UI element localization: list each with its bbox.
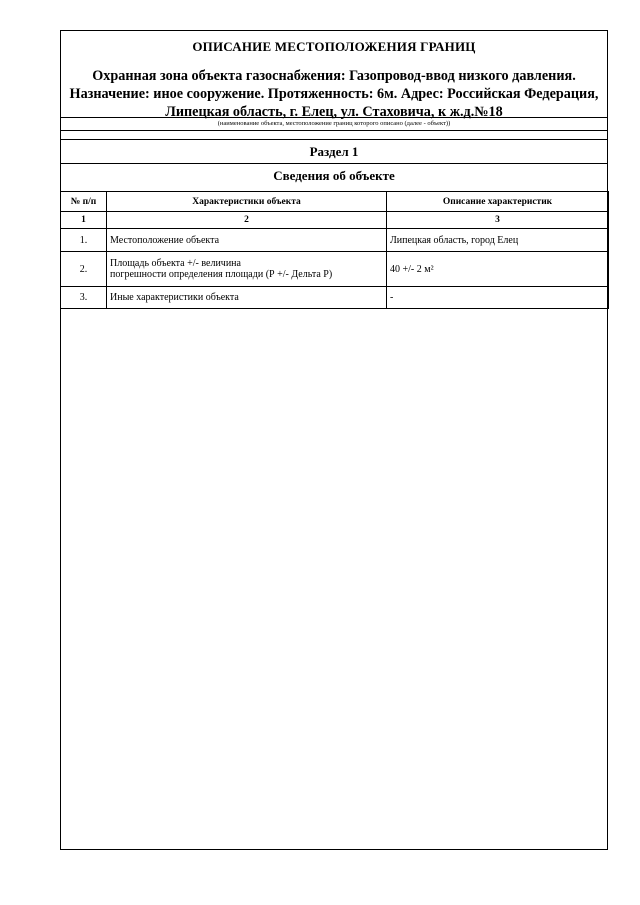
row-characteristic: Местоположение объекта (107, 229, 387, 252)
object-info-table (60, 191, 609, 309)
column-header-characteristic: Характеристики объекта (107, 192, 387, 212)
row-number: 1. (61, 229, 107, 252)
object-description-line: Липецкая область, г. Елец, ул. Стаховича, к ж.д.№18 (165, 104, 503, 120)
section-label: Раздел 1 (309, 144, 359, 159)
table-header-row (61, 192, 609, 212)
document-title: ОПИСАНИЕ МЕСТОПОЛОЖЕНИЯ ГРАНИЦ (192, 39, 476, 54)
table-row (61, 287, 609, 309)
divider (61, 163, 607, 164)
divider (61, 139, 607, 140)
row-characteristic (107, 252, 387, 287)
object-caption-note: (наименование объекта, местоположение границ которого описано (далее - объект)) (217, 120, 451, 127)
divider (61, 117, 607, 118)
row-description: Липецкая область, город Елец (387, 229, 609, 252)
object-description-line: Назначение: иное сооружение. Протяженность: 6м. Адрес: Российская Федерация, (69, 86, 599, 102)
divider (61, 130, 607, 131)
table-row (61, 229, 609, 252)
column-number: 2 (107, 212, 387, 229)
section-title: Сведения об объекте (273, 168, 395, 183)
column-header-number: № п/п (61, 192, 107, 212)
row-number: 2. (61, 252, 107, 287)
object-description (61, 67, 607, 121)
row-characteristic-line: Площадь объекта +/- величина (110, 258, 241, 269)
column-number: 3 (387, 212, 609, 229)
object-description-line: Охранная зона объекта газоснабжения: Газопровод-ввод низкого давления. (92, 68, 576, 84)
row-characteristic-line: погрешности определения площади (Р +/- Дельта Р) (110, 269, 333, 280)
column-number: 1 (61, 212, 107, 229)
row-description: 40 +/- 2 м² (387, 252, 609, 287)
row-characteristic: Иные характеристики объекта (107, 287, 387, 309)
row-description: - (387, 287, 609, 309)
document-frame (60, 30, 608, 850)
row-number: 3. (61, 287, 107, 309)
column-header-description: Описание характеристик (387, 192, 609, 212)
column-number-row (61, 212, 609, 229)
table-row (61, 252, 609, 287)
